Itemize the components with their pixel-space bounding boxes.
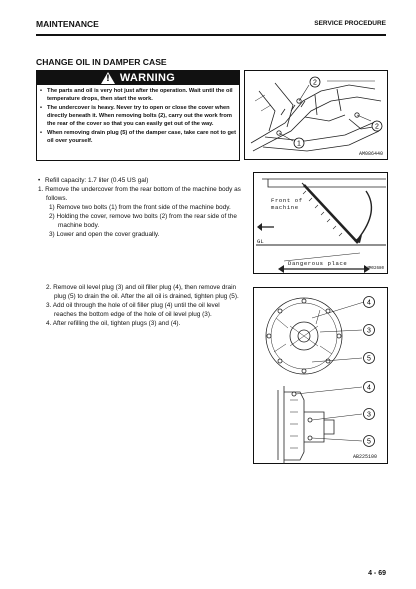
page-number: 4 - 69: [368, 570, 386, 577]
header-section-name: MAINTENANCE: [36, 19, 99, 29]
warning-item: • The parts and oil is very hot just after the operation. Wait until the oil temperature drops, then start the work.: [40, 87, 236, 103]
callout-level-plug-3-bottom: [364, 409, 375, 420]
callout-bolt-2-top: [310, 77, 320, 87]
substep-1: 1) Remove two bolts (1) from the front side of the machine body.: [49, 204, 231, 211]
figure-code: 9JM02680: [363, 267, 384, 271]
figure-undercover-bolts: [244, 70, 388, 160]
svg-text:3: 3: [367, 327, 371, 335]
callout-drain-plug-5-bottom: [364, 436, 375, 447]
ground-level-label: GL: [257, 238, 264, 245]
step-1: 1. Remove the undercover from the rear bottom of the machine body as follows.: [38, 186, 241, 202]
procedure-steps-part-2: [44, 283, 239, 328]
step-3: 3. Add oil through the hole of oil filler plug (4) until the oil level reaches the bottom edge of the hole of oil level plug (3).: [46, 302, 220, 318]
page-header: [36, 18, 386, 32]
damper-case-illustration: [254, 288, 389, 465]
warning-triangle-icon: [101, 72, 115, 84]
front-of-machine-label-2: machine: [271, 204, 299, 211]
callout-drain-plug-5-top: [364, 353, 375, 364]
figure-code: AM086440: [358, 151, 383, 157]
warning-item: • When removing drain plug (5) of the damper case, take care not to get oil over yourself.: [40, 129, 236, 145]
warning-box: [36, 85, 240, 161]
step-2: 2. Remove oil level plug (3) and oil filler plug (4), then remove drain plug (5) to drain the oil. After the all oil is drained, tighten plug (5).: [46, 284, 239, 300]
svg-text:3: 3: [367, 411, 371, 419]
callout-filler-plug-4-bottom: [364, 382, 375, 393]
warning-banner: [36, 70, 240, 85]
svg-text:1: 1: [297, 140, 301, 148]
svg-text:2: 2: [313, 79, 317, 87]
svg-text:5: 5: [367, 355, 371, 363]
front-of-machine-label-1: Front of: [271, 197, 303, 204]
substep-3: 3) Lower and open the cover gradually.: [49, 231, 160, 238]
svg-text:5: 5: [367, 438, 371, 446]
header-procedure-name: SERVICE PROCEDURE: [314, 20, 386, 27]
callout-bolt-1: [294, 138, 304, 148]
warning-exclamation-glyph: !: [105, 73, 110, 84]
callout-level-plug-3-top: [364, 325, 375, 336]
svg-text:2: 2: [375, 123, 379, 131]
procedure-steps-part-1: [36, 176, 241, 239]
section-title: CHANGE OIL IN DAMPER CASE: [36, 57, 167, 67]
callout-bolt-2-right: [372, 121, 382, 131]
header-rule: [36, 34, 386, 36]
undercover-illustration: [245, 71, 389, 161]
figure-dangerous-place: [253, 172, 388, 274]
callout-filler-plug-4-top: [364, 297, 375, 308]
svg-text:4: 4: [367, 384, 371, 392]
figure-code: AB225100: [352, 454, 377, 460]
warning-label: WARNING: [119, 71, 176, 84]
svg-text:4: 4: [367, 299, 371, 307]
substep-2: 2) Holding the cover, remove two bolts (2) from the rear side of the machine body.: [49, 213, 237, 229]
refill-capacity-note: • Refill capacity: 1.7 liter (0.45 US gal): [36, 176, 241, 185]
warning-item: • The undercover is heavy. Never try to open or close the cover when directly beneath it. When removing bolts (2), carry out the work from the rear of the cover so that you can easily get out of the way.: [40, 104, 236, 128]
figure-damper-case-plugs: [253, 287, 388, 464]
dangerous-place-label: Dangerous place: [288, 260, 348, 267]
step-4: 4. After refilling the oil, tighten plugs (3) and (4).: [46, 320, 181, 327]
